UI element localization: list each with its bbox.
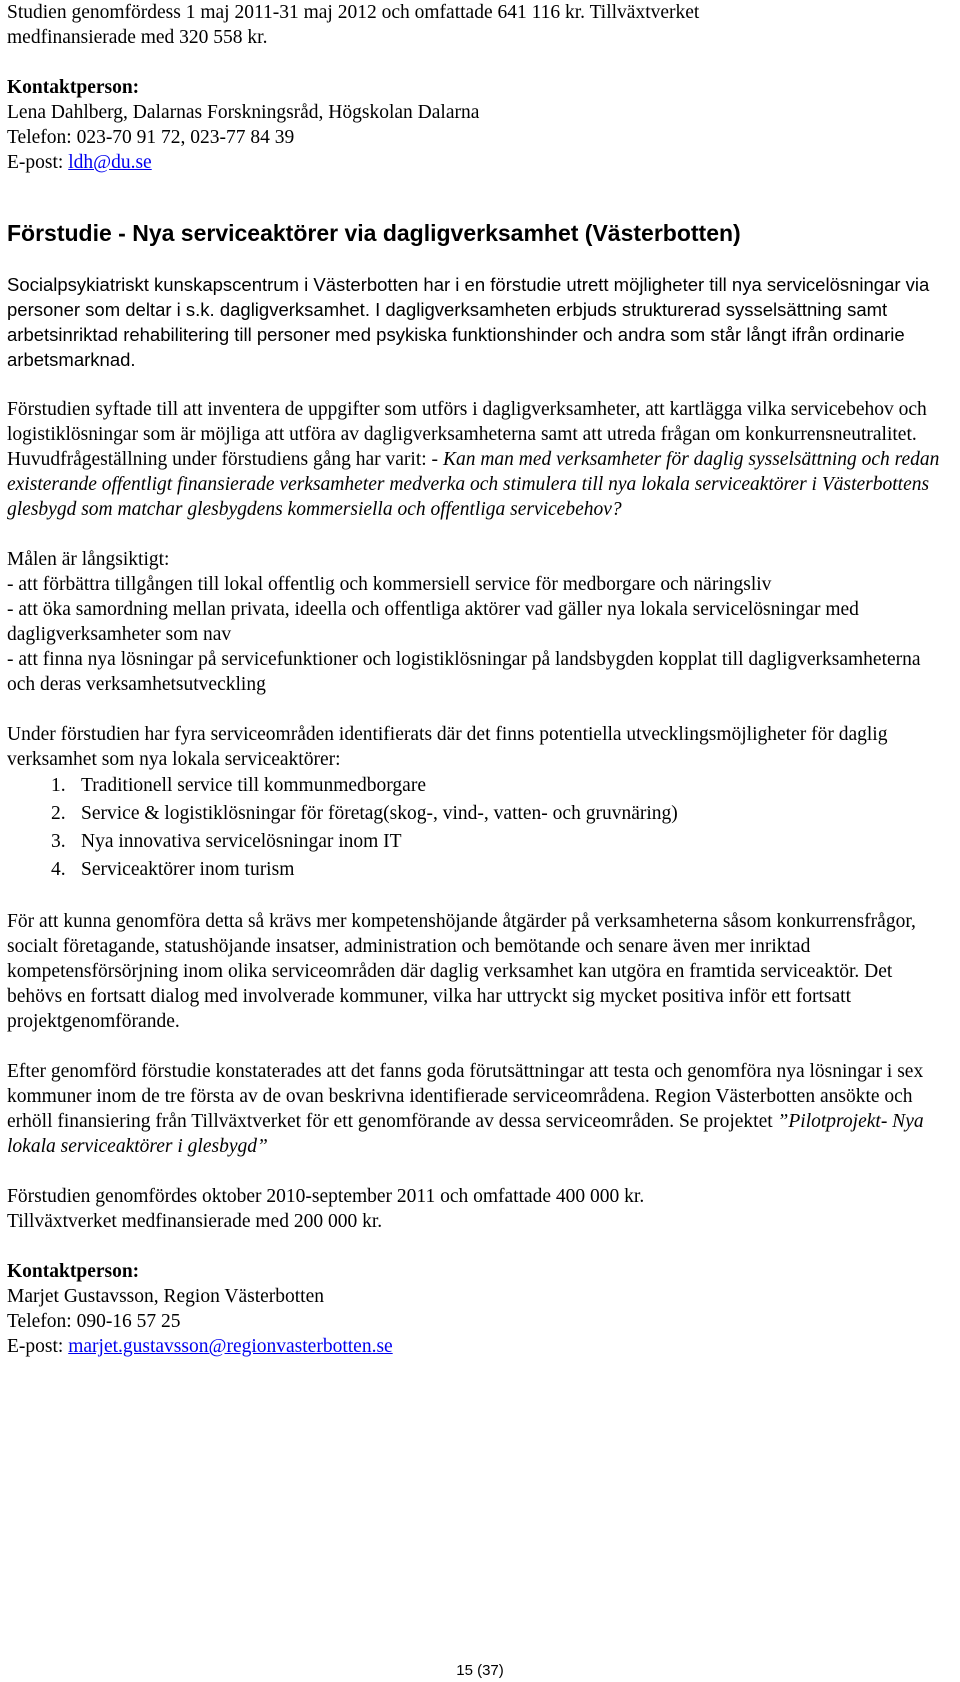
list-item [51,828,952,856]
list-number: 1. [51,775,66,796]
funding-line-2: Tillväxtverket medfinansierade med 200 000 kr. [7,1211,383,1232]
list-number: 3. [51,831,66,852]
contact-label: Kontaktperson: [7,1261,140,1282]
service-areas-list [7,772,952,884]
goal-item: - att öka samordning mellan privata, ideella och offentliga aktörer vad gäller nya lokala servicelösningar med dagligverksamheter som nav [7,599,859,645]
contact-phone: Telefon: 023-70 91 72, 023-77 84 39 [7,127,295,148]
purpose-paragraph [7,397,952,522]
list-item [51,800,952,828]
contact-email-line [7,1334,952,1359]
funding-summary-previous [7,0,952,50]
service-areas-block [7,722,952,884]
funding-line-1: Studien genomfördess 1 maj 2011-31 maj 2012 och omfattade 641 116 kr. Tillväxtverket [7,2,700,23]
goals-title: Målen är långsiktigt: [7,549,170,570]
document-page [7,0,952,1359]
list-text: Traditionell service till kommunmedborgare [81,775,426,796]
contact-block-1 [7,75,952,175]
contact-email-prefix: E-post: [7,1336,69,1357]
section-heading: Förstudie - Nya serviceaktörer via dagligverksamhet (Västerbotten) [7,220,741,246]
list-text: Service & logistiklösningar för företag(skog-, vind-, vatten- och gruvnäring) [81,803,678,824]
list-item [51,856,952,884]
funding-line-2: medfinansierade med 320 558 kr. [7,27,268,48]
outcome-paragraph [7,1059,952,1159]
list-item [51,772,952,800]
service-areas-intro: Under förstudien har fyra serviceområden identifierats där det finns potentiella utvecklingsmöjligheter för daglig verksamhet som nya lokala serviceaktörer: [7,724,888,770]
contact-name: Marjet Gustavsson, Region Västerbotten [7,1286,325,1307]
contact-label: Kontaktperson: [7,77,140,98]
outcome-text: Efter genomförd förstudie konstaterades att det fanns goda förutsättningar att testa och genomföra nya lösningar i sex kommuner inom de tre första av de ovan beskrivna identifierade serviceområdena. Region Västerbotten ansökte och erhöll finansiering från Tillväxtverket för ett genomförande av dessa serviceområden. Se projektet [7,1061,924,1132]
contact-email-link[interactable]: marjet.gustavsson@regionvasterbotten.se [68,1336,393,1357]
funding-summary [7,1184,952,1234]
goal-item: - att förbättra tillgången till lokal offentlig och kommersiell service för medborgare och näringsliv [7,574,772,595]
intro-part-2: I dagligverksamheten erbjuds strukturerad sysselsättning samt arbetsinriktad rehabilitering till personer med psykiska funktionshinder och andra som står långt ifrån ordinarie arbetsmarknad. [7,299,905,370]
contact-name: Lena Dahlberg, Dalarnas Forskningsråd, Högskolan Dalarna [7,102,480,123]
intro-part-1: Socialpsykiatriskt kunskapscentrum i Västerbotten har i en förstudie utrett möjligheter till nya servicelösningar via personer som deltar i s.k. dagligverksamhet. [7,274,930,320]
purpose-text: Förstudien syftade till att inventera de uppgifter som utförs i dagligverksamheter, att kartlägga vilka servicebehov och logistiklösningar som är möjliga att utföra av dagligverksamheterna samt att utreda frågan om konkurrensneutralitet. Huvudfrågeställning under förstudiens gång har varit: - [7,399,927,470]
list-number: 4. [51,859,66,880]
contact-block-2 [7,1259,952,1359]
goals-block [7,547,952,697]
competence-paragraph: För att kunna genomföra detta så krävs mer kompetenshöjande åtgärder på verksamheterna såsom konkurrensfrågor, socialt företagande, statushöjande insatser, administration och bemötande och senare även mer inriktad kompetensförsörjning inom olika serviceområden där daglig verksamhet kan utgöra en framtida serviceaktör. Det behövs en fortsatt dialog med involverade kommuner, vilka har uttryckt sig mycket positiva inför ett fortsatt projektgenomförande. [7,911,916,1032]
funding-line-1: Förstudien genomfördes oktober 2010-september 2011 och omfattade 400 000 kr. [7,1186,645,1207]
page-number: 15 (37) [456,1662,504,1679]
contact-email-prefix: E-post: [7,152,69,173]
list-number: 2. [51,803,66,824]
contact-phone: Telefon: 090-16 57 25 [7,1311,181,1332]
intro-paragraph [7,272,952,372]
goal-item: - att finna nya lösningar på servicefunktioner och logistiklösningar på landsbygden kopplat till dagligverksamheterna och deras verksamhetsutveckling [7,649,921,695]
contact-email-line [7,150,952,175]
list-text: Serviceaktörer inom turism [81,859,295,880]
purpose-question: Kan man med verksamheter för daglig sysselsättning och redan existerande offentligt finansierade verksamheter medverka och stimulera till nya lokala serviceaktörer i Västerbottens glesbygd som matchar glesbygdens kommersiella och offentliga servicebehov? [7,449,940,520]
list-text: Nya innovativa servicelösningar inom IT [81,831,402,852]
contact-email-link[interactable]: ldh@du.se [68,152,152,173]
outcome-project: ”Pilotprojekt- Nya lokala serviceaktörer i glesbygd” [7,1111,924,1157]
